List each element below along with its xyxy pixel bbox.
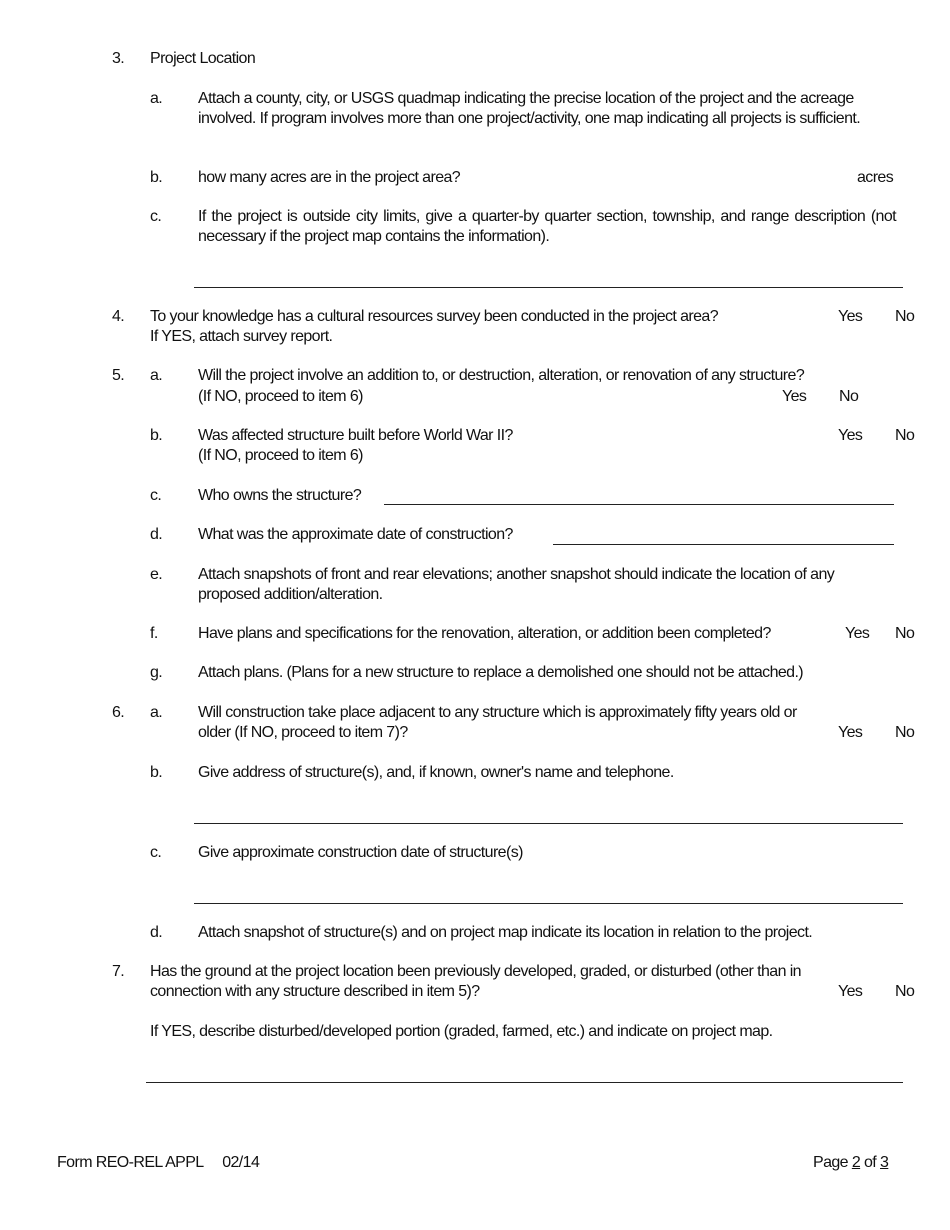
q5g-text: Attach plans. (Plans for a new structure to replace a demolished one should not be attached.): [198, 664, 804, 681]
q7-no-option[interactable]: No: [895, 983, 915, 1000]
q5c-text: Who owns the structure?: [198, 487, 362, 504]
q4-no-option[interactable]: No: [895, 308, 915, 325]
q5a-yes-option[interactable]: Yes: [782, 388, 807, 405]
q4-yes-option[interactable]: Yes: [838, 308, 863, 325]
footer-page-label: Page: [813, 1154, 848, 1171]
q7-number: 7.: [112, 963, 125, 980]
q6c-letter: c.: [150, 844, 162, 861]
q6c-text: Give approximate construction date of structure(s): [198, 844, 523, 861]
footer-page-current: 2: [851, 1154, 861, 1171]
q5b-yes-option[interactable]: Yes: [838, 427, 863, 444]
q6d-text: Attach snapshot of structure(s) and on project map indicate its location in relation to the project.: [198, 924, 813, 941]
q5b-no-option[interactable]: No: [895, 427, 915, 444]
q5e-text: Attach snapshots of front and rear elevations; another snapshot should indicate the location of any proposed addition/alteration.: [198, 566, 835, 603]
q5f-letter: f.: [150, 625, 158, 642]
q5a-letter: a.: [150, 367, 163, 384]
q5d-letter: d.: [150, 526, 163, 543]
q6b-answer-line[interactable]: [194, 823, 903, 824]
q7-answer-line[interactable]: [146, 1082, 903, 1083]
q3a-text: Attach a county, city, or USGS quadmap indicating the precise location of the project and the acreage involved. If program involves more than one project/activity, one map indicating all projects is sufficient.: [198, 90, 861, 127]
q3c-text: If the project is outside city limits, give a quarter-by quarter section, township, and range description (not necessary if the project map contains the information).: [198, 208, 896, 245]
q6a-no-option[interactable]: No: [895, 724, 915, 741]
q5f-yes-option[interactable]: Yes: [845, 625, 870, 642]
q3b-unit: acres: [857, 169, 894, 186]
q7-text-line2: connection with any structure described in item 5)?: [150, 983, 480, 1000]
q3-title: Project Location: [150, 50, 256, 67]
q3a-letter: a.: [150, 90, 163, 107]
footer-page-total: 3: [880, 1154, 889, 1171]
q5-number: 5.: [112, 367, 125, 384]
q5d-text: What was the approximate date of construction?: [198, 526, 513, 543]
q5a-no-option[interactable]: No: [839, 388, 859, 405]
q3c-letter: c.: [150, 208, 162, 225]
q7-text-line1: Has the ground at the project location been previously developed, graded, or disturbed (other than in: [150, 963, 801, 980]
q3b-text: how many acres are in the project area?: [198, 169, 461, 186]
q4-note: If YES, attach survey report.: [150, 328, 333, 345]
q5a-text: Will the project involve an addition to, or destruction, alteration, or renovation of any structure?: [198, 367, 805, 384]
q5c-owner-field[interactable]: [384, 504, 894, 505]
q5g-letter: g.: [150, 664, 163, 681]
q6b-letter: b.: [150, 764, 163, 781]
footer-page-of: of: [864, 1154, 877, 1171]
q5b-text: Was affected structure built before World War II?: [198, 427, 513, 444]
q4-number: 4.: [112, 308, 125, 325]
q6-number: 6.: [112, 704, 125, 721]
q6b-text: Give address of structure(s), and, if known, owner's name and telephone.: [198, 764, 674, 781]
footer-form-id: Form REO-REL APPL 02/14: [57, 1154, 260, 1171]
q6c-answer-line[interactable]: [194, 903, 903, 904]
q5c-letter: c.: [150, 487, 162, 504]
q5a-note: (If NO, proceed to item 6): [198, 388, 363, 405]
q5b-note: (If NO, proceed to item 6): [198, 447, 363, 464]
q6a-text-line1: Will construction take place adjacent to any structure which is approximately fifty years old or: [198, 704, 797, 721]
q3c-answer-line[interactable]: [194, 287, 903, 288]
footer-page-number: [813, 1153, 888, 1173]
q6d-letter: d.: [150, 924, 163, 941]
q7-yes-option[interactable]: Yes: [838, 983, 863, 1000]
q5e-letter: e.: [150, 566, 163, 583]
q5d-date-field[interactable]: [553, 544, 894, 545]
q5b-letter: b.: [150, 427, 163, 444]
q5f-no-option[interactable]: No: [895, 625, 915, 642]
q6a-text-line2: older (If NO, proceed to item 7)?: [198, 724, 408, 741]
q4-text: To your knowledge has a cultural resources survey been conducted in the project area?: [150, 308, 719, 325]
q6a-yes-option[interactable]: Yes: [838, 724, 863, 741]
q3-number: 3.: [112, 50, 125, 67]
q5f-text: Have plans and specifications for the renovation, alteration, or addition been completed?: [198, 625, 771, 642]
q7-note: If YES, describe disturbed/developed portion (graded, farmed, etc.) and indicate on project map.: [150, 1023, 773, 1040]
q6a-letter: a.: [150, 704, 163, 721]
q3b-letter: b.: [150, 169, 163, 186]
